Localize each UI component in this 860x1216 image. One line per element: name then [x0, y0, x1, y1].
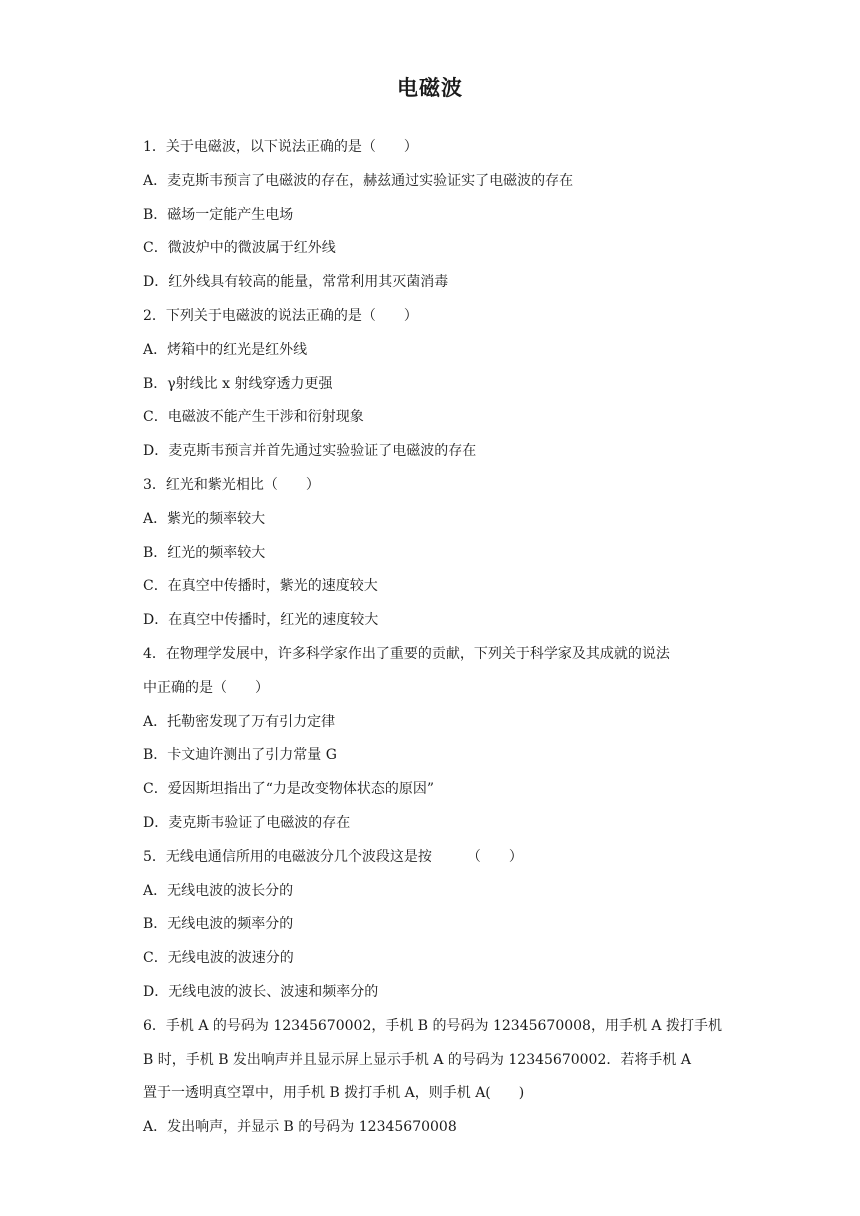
question-2-stem: 2．下列关于电磁波的说法正确的是（ ） [143, 307, 418, 324]
question-4-option-b: B．卡文迪许测出了引力常量 G [143, 747, 337, 764]
question-2-option-d: D．麦克斯韦预言并首先通过实验验证了电磁波的存在 [143, 443, 477, 460]
question-4-stem-line-1: 4．在物理学发展中，许多科学家作出了重要的贡献，下列关于科学家及其成就的说法 [143, 645, 670, 662]
question-5-stem: 5．无线电通信所用的电磁波分几个波段这是按 （ ） [143, 848, 523, 865]
question-5-option-d: D．无线电波的波长、波速和频率分的 [143, 983, 379, 1000]
question-3-option-b: B．红光的频率较大 [143, 544, 266, 561]
question-content [143, 131, 723, 1145]
question-3-option-a: A．紫光的频率较大 [143, 510, 266, 527]
question-2-option-a: A．烤箱中的红光是红外线 [143, 341, 308, 358]
question-4-option-a: A．托勒密发现了万有引力定律 [143, 713, 336, 730]
question-1-option-a: A．麦克斯韦预言了电磁波的存在，赫兹通过实验证实了电磁波的存在 [143, 172, 574, 189]
document-title: 电磁波 [397, 76, 463, 100]
question-6-option-a: A．发出响声，并显示 B 的号码为 12345670008 [143, 1119, 457, 1136]
question-1-stem: 1．关于电磁波，以下说法正确的是（ ） [143, 139, 418, 155]
question-1-option-b: B．磁场一定能产生电场 [143, 206, 294, 223]
question-1-option-c: C．微波炉中的微波属于红外线 [143, 240, 336, 257]
question-3-stem: 3．红光和紫光相比（ ） [143, 476, 320, 493]
question-6-stem-line-1: 6．手机 A 的号码为 12345670002，手机 B 的号码为 12345670008，用手机 A 拨打手机 [143, 1017, 722, 1034]
question-1-option-d: D．红外线具有较高的能量，常常利用其灭菌消毒 [143, 274, 449, 291]
question-4-stem-line-2: 中正确的是（ ） [143, 679, 269, 696]
question-6-stem-line-3: 置于一透明真空罩中，用手机 B 拨打手机 A，则手机 A( ) [143, 1085, 525, 1102]
question-5-option-a: A．无线电波的波长分的 [143, 882, 294, 899]
question-3-option-d: D．在真空中传播时，红光的速度较大 [143, 612, 379, 629]
question-2-option-b: B．γ射线比 x 射线穿透力更强 [143, 375, 333, 392]
question-6-stem-line-2: B 时，手机 B 发出响声并且显示屏上显示手机 A 的号码为 12345670002．若将手机 A [143, 1051, 691, 1068]
question-2-option-c: C．电磁波不能产生干涉和衍射现象 [143, 409, 364, 426]
question-5-option-c: C．无线电波的波速分的 [143, 950, 294, 967]
question-3-option-c: C．在真空中传播时，紫光的速度较大 [143, 578, 378, 595]
question-5-option-b: B．无线电波的频率分的 [143, 916, 294, 933]
question-4-option-c: C．爱因斯坦指出了“力是改变物体状态的原因” [143, 781, 435, 798]
question-4-option-d: D．麦克斯韦验证了电磁波的存在 [143, 814, 351, 831]
